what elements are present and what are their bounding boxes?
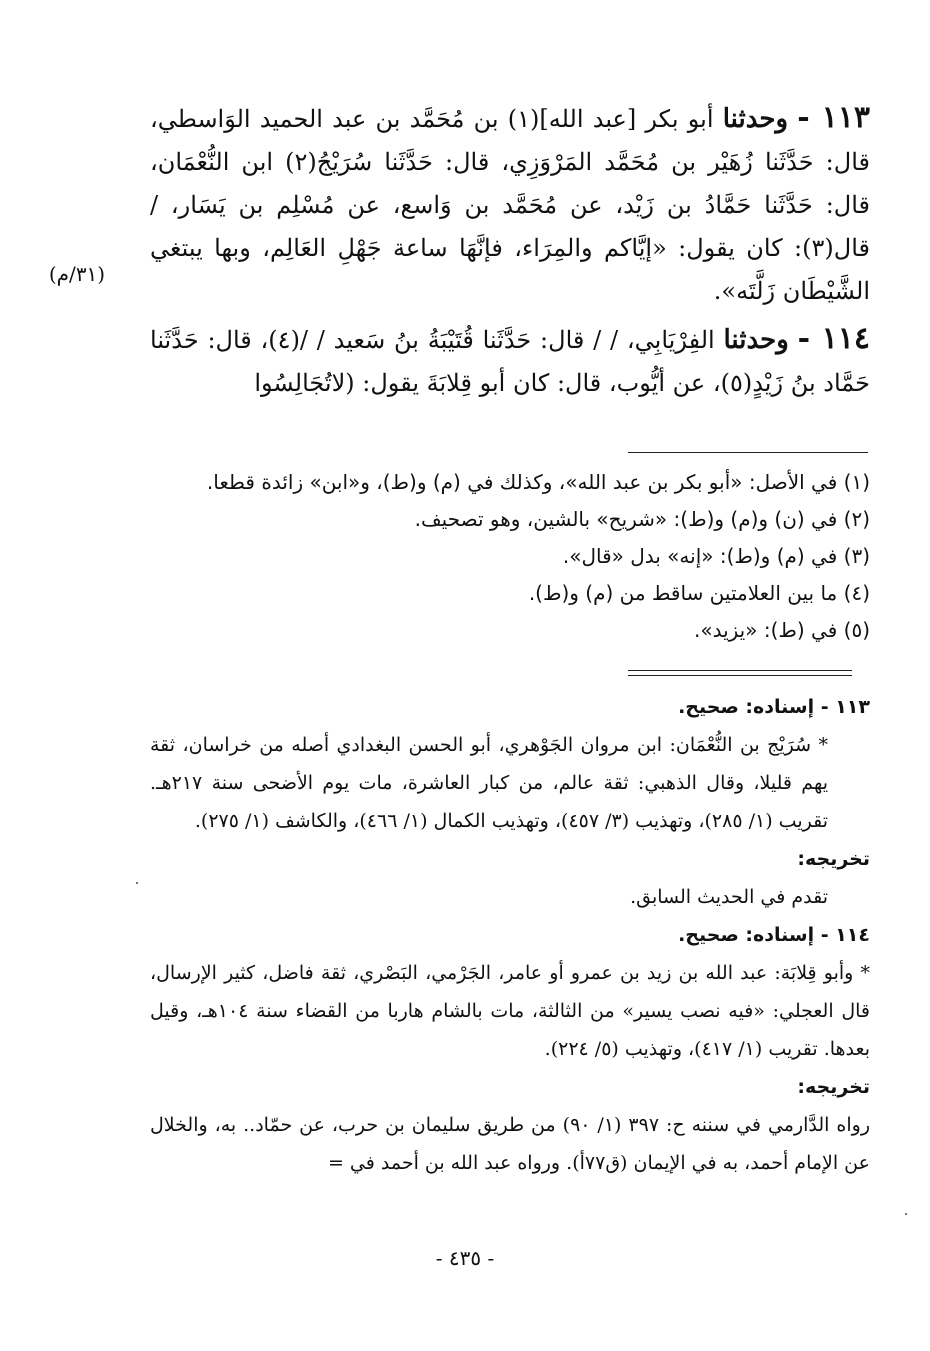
commentary	[150, 688, 870, 1182]
main-text	[150, 96, 870, 409]
hadith-113	[150, 96, 870, 313]
hadith-114	[150, 317, 870, 405]
takhrij-text: تقدم في الحديث السابق.	[630, 886, 828, 908]
isnad-heading-114: ١١٤ - إسناده: صحيح.	[678, 924, 870, 946]
narrator-note-114: * وأبو قِلابَة: عبد الله بن زيد بن عمرو أو عامر، الجَرْمي، البَصْري، ثقة فاضل، كثير الإرسال، قال العجلي: «فيه نصب يسير» من الثالثة، مات بالشام هاربا من القضاء سنة ١٠٤هـ، وقيل بعدها. تقريب (١/ ٤١٧)، وتهذيب (٥/ ٢٢٤).	[150, 962, 870, 1060]
commentary-divider	[628, 670, 852, 676]
scan-speck	[905, 1213, 907, 1215]
page-number: - ٤٣٥ -	[435, 1246, 495, 1270]
footnote-1: (١) في الأصل: «أبو بكر بن عبد الله»، وكذلك في (م) و(ط)، و«ابن» زائدة قطعا.	[206, 470, 870, 494]
takhrij-heading: تخريجه:	[797, 848, 870, 870]
footnote-2: (٢) في (ن) و(م) و(ط): «شريح» بالشين، وهو تصحيف.	[414, 507, 870, 531]
hadith-text: أبو بكر [عبد الله](١) بن مُحَمَّد بن عبد الحميد الوَاسطي، قال: حَدَّثَنا زُهَيْر بن مُحَمَّد المَرْوَزِي، قال: حَدَّثَنا سُرَيْجُ(٢) ابن النُّعْمَان، قال: حَدَّثَنا حَمَّادُ بن زَيْد، عن مُحَمَّد بن وَاسع، عن مُسْلِم بن يَسَار، / قال(٣): كان يقول: «إيَّاكم والمِرَاء، فإنَّهَا ساعة جَهْلِ العَالِم، وبها يبتغي الشَّيْطَان زَلَّتَه».	[150, 105, 870, 305]
footnote-5: (٥) في (ط): «يزيد».	[693, 618, 870, 642]
variant-footnotes	[150, 464, 870, 649]
hadith-number: ١١٤ -	[797, 321, 870, 356]
footnote-divider	[628, 452, 868, 453]
hadith-text: الفِرْيَابِي، / / قال: حَدَّثَنا قُتَيْبَةُ بنُ سَعيد / /(٤)، قال: حَدَّثَنا حَمَّاد بنُ زَيْدٍ(٥)، عن أيُّوب، قال: كان أبو قِلابَةَ يقول: (لاتُجَالِسُوا	[150, 326, 870, 397]
footnote-3: (٣) في (م) و(ط): «إنه» بدل «قال».	[562, 544, 870, 568]
hadith-opener: وحدثنا	[723, 325, 789, 355]
takhrij-heading: تخريجه:	[797, 1076, 870, 1098]
narrator-note-113: * سُرَيْج بن النُّعْمَان: ابن مروان الجَوْهري، أبو الحسن البغدادي أصله من خراسان، ثقة يهم قليلا، وقال الذهبي: ثقة عالم، من كبار العاشرة، مات يوم الأضحى سنة ٢١٧هـ. تقريب (١/ ٢٨٥)، وتهذيب (٣/ ٤٥٧)، وتهذيب الكمال (١/ ٤٦٦)، والكاشف (١/ ٢٧٥).	[150, 734, 828, 832]
hadith-number: ١١٣ -	[797, 100, 870, 135]
margin-note: (٣١/م)	[48, 262, 106, 286]
scan-speck	[136, 882, 138, 884]
hadith-opener: وحدثنا	[722, 104, 788, 134]
takhrij-text: رواه الدَّارمي في سننه ح: ٣٩٧ (١/ ٩٠) من طريق سليمان بن حرب، عن حمّاد.. به، والخلال عن الإمام أحمد، به في الإيمان (ق٧٧أ). ورواه عبد الله بن أحمد في =	[150, 1114, 870, 1174]
isnad-heading-113: ١١٣ - إسناده: صحيح.	[678, 696, 870, 718]
footnote-4: (٤) ما بين العلامتين ساقط من (م) و(ط).	[528, 581, 870, 605]
